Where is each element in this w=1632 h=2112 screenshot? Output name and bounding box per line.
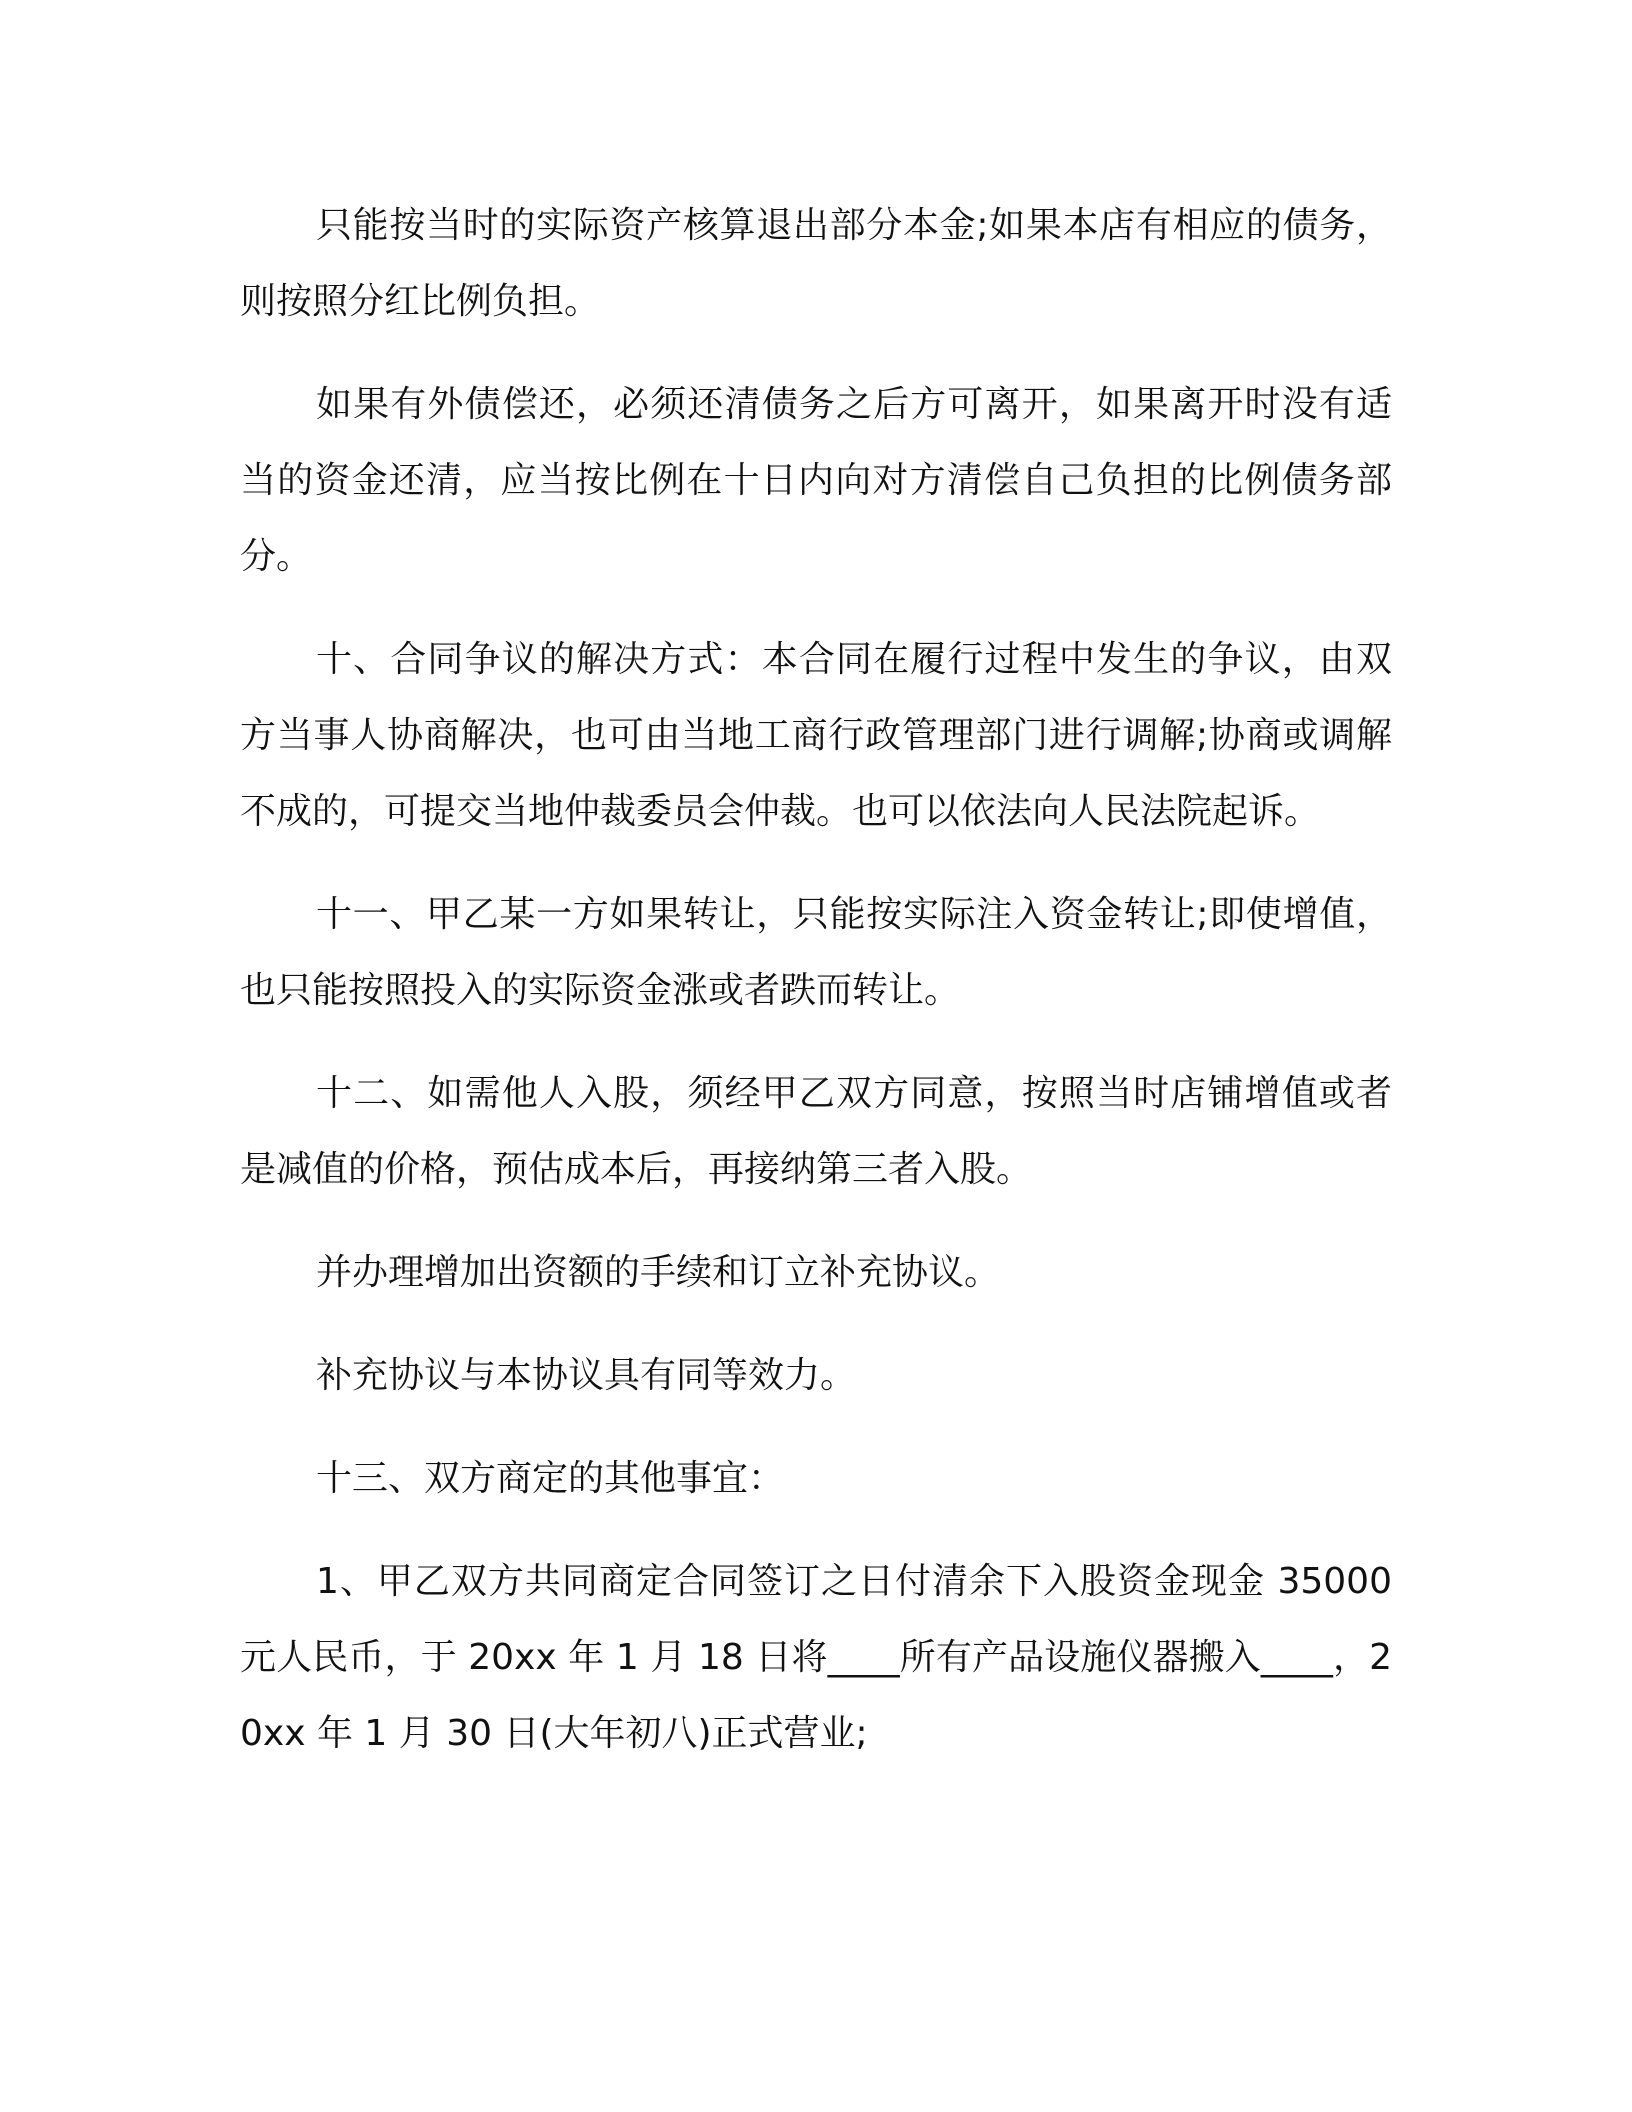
paragraph-asset-withdrawal: 只能按当时的实际资产核算退出部分本金;如果本店有相应的债务，则按照分红比例负担。 — [240, 205, 1392, 322]
paragraph-capital-procedure: 并办理增加出资额的手续和订立补充协议。 — [316, 1252, 1001, 1293]
paragraph-transfer: 十一、甲乙某一方如果转让，只能按实际注入资金转让;即使增值，也只能按照投入的实际资金涨或者跌而转让。 — [240, 894, 1392, 1011]
paragraph-debt-repayment: 如果有外债偿还，必须还清债务之后方可离开，如果离开时没有适当的资金还清，应当按比例在十日内向对方清偿自己负担的比例债务部分。 — [240, 384, 1392, 577]
paragraph-new-shareholder: 十二、如需他人入股，须经甲乙双方同意，按照当时店铺增值或者是减值的价格，预估成本后，再接纳第三者入股。 — [240, 1073, 1392, 1190]
paragraph-payment-schedule: 1、甲乙双方共同商定合同签订之日付清余下入股资金现金 35000 元人民币，于 20xx 年 1 月 18 日将____所有产品设施仪器搬入____，20xx 年 1 月 30 日(大年初八)正式营业; — [240, 1561, 1392, 1754]
paragraph-supplement-effect: 补充协议与本协议具有同等效力。 — [316, 1355, 857, 1396]
document-body — [240, 188, 1392, 1799]
paragraph-other-matters-heading: 十三、双方商定的其他事宜： — [316, 1458, 785, 1499]
paragraph-dispute-resolution: 十、合同争议的解决方式：本合同在履行过程中发生的争议，由双方当事人协商解决，也可由当地工商行政管理部门进行调解;协商或调解不成的，可提交当地仲裁委员会仲裁。也可以依法向人民法院起诉。 — [240, 639, 1392, 832]
